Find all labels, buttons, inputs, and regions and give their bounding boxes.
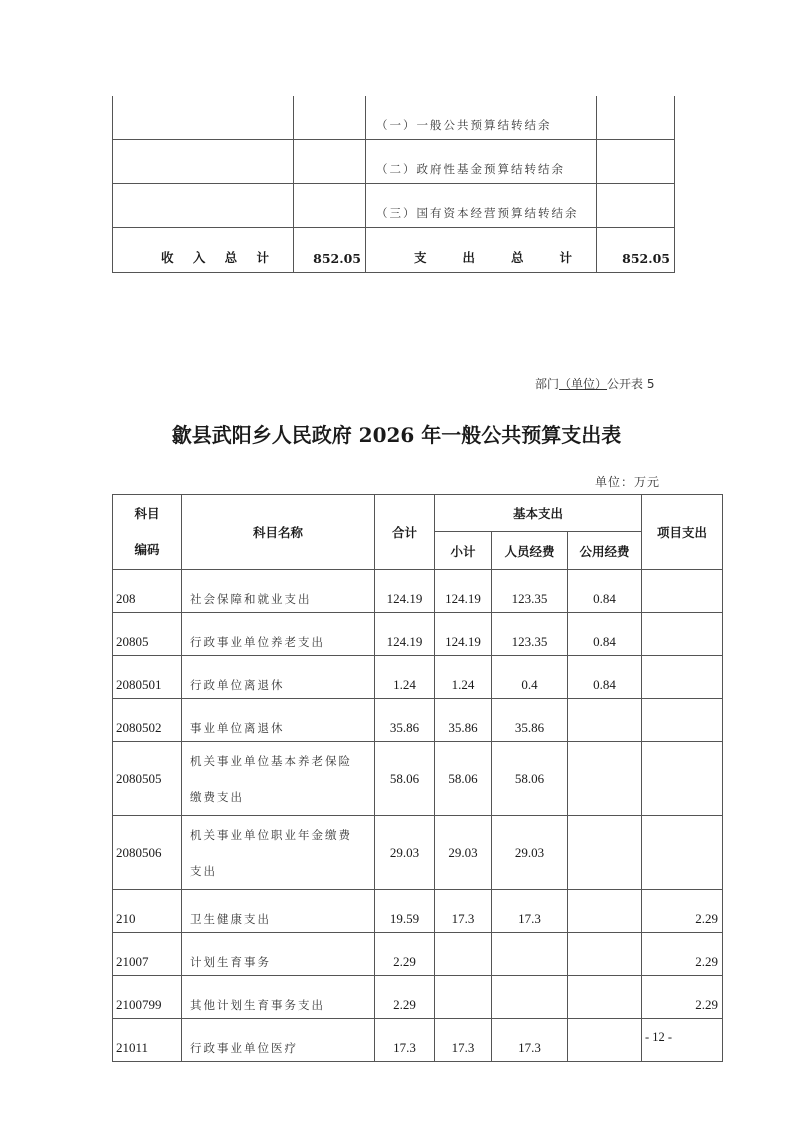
personnel-value: 58.06 — [492, 742, 568, 816]
income-item-cell — [113, 184, 294, 228]
project-value — [642, 613, 723, 656]
table-row — [113, 742, 723, 816]
header-total: 合计 — [375, 495, 435, 570]
table-body — [113, 570, 723, 1062]
subject-name-line: 事业单位离退休 — [190, 721, 285, 735]
public-value — [568, 933, 642, 976]
income-total-value: 852.05 — [294, 228, 366, 273]
public-value — [568, 890, 642, 933]
expense-item-label: （三）国有资本经营预算结转结余 — [366, 184, 597, 228]
header-code — [113, 495, 182, 570]
public-value: 0.84 — [568, 570, 642, 613]
income-item-cell — [113, 96, 294, 140]
income-total-char: 入 — [192, 250, 206, 265]
expense-item-label: （二）政府性基金预算结转结余 — [366, 140, 597, 184]
header-project-expenditure: 项目支出 — [642, 495, 723, 570]
table-row — [113, 656, 723, 699]
table-row — [113, 976, 723, 1019]
table-row — [113, 96, 675, 140]
subtotal-value: 17.3 — [435, 1019, 492, 1062]
subject-code: 2080506 — [113, 816, 182, 890]
table-row — [113, 1019, 723, 1062]
dept-code-suffix: 公开表 5 — [607, 377, 655, 391]
total-value: 17.3 — [375, 1019, 435, 1062]
table-row — [113, 890, 723, 933]
subject-name — [182, 1019, 375, 1062]
subject-name-line: 社会保障和就业支出 — [190, 592, 312, 606]
subject-name-line: 支出 — [190, 863, 217, 878]
public-value: 0.84 — [568, 656, 642, 699]
subject-code: 2080501 — [113, 656, 182, 699]
personnel-value: 35.86 — [492, 699, 568, 742]
total-value: 1.24 — [375, 656, 435, 699]
personnel-value: 123.35 — [492, 613, 568, 656]
total-value: 58.06 — [375, 742, 435, 816]
subject-name-line: 行政单位离退休 — [190, 678, 285, 692]
subject-name — [182, 699, 375, 742]
expense-total-char: 计 — [559, 250, 572, 265]
subject-name — [182, 933, 375, 976]
project-value: 2.29 — [642, 890, 723, 933]
total-value: 2.29 — [375, 933, 435, 976]
subtotal-value — [435, 976, 492, 1019]
project-value — [642, 656, 723, 699]
income-total-char: 总 — [224, 250, 238, 265]
unit-label: 单位：万元 — [595, 475, 661, 489]
public-value — [568, 1019, 642, 1062]
subject-code: 20805 — [113, 613, 182, 656]
personnel-value: 123.35 — [492, 570, 568, 613]
project-value — [642, 699, 723, 742]
subject-name — [182, 570, 375, 613]
personnel-value: 17.3 — [492, 890, 568, 933]
subject-name — [182, 816, 375, 890]
expense-total-value: 852.05 — [597, 228, 675, 273]
personnel-value: 17.3 — [492, 1019, 568, 1062]
subject-code: 2080505 — [113, 742, 182, 816]
subject-code: 21007 — [113, 933, 182, 976]
totals-row — [113, 228, 675, 273]
expense-amount-cell — [597, 184, 675, 228]
header-personnel: 人员经费 — [492, 532, 568, 570]
project-value: 2.29 — [642, 976, 723, 1019]
subject-code: 2080502 — [113, 699, 182, 742]
income-amount-cell — [294, 140, 366, 184]
page-number: - 12 - — [645, 1030, 673, 1044]
header-code-line2: 编码 — [134, 542, 160, 557]
income-expense-summary-table — [112, 96, 675, 273]
subject-name-line: 其他计划生育事务支出 — [190, 998, 325, 1012]
total-value: 2.29 — [375, 976, 435, 1019]
subject-name — [182, 890, 375, 933]
subject-code: 208 — [113, 570, 182, 613]
dept-code-underlined: （单位） — [559, 377, 608, 391]
personnel-value — [492, 976, 568, 1019]
header-basic-expenditure: 基本支出 — [435, 495, 642, 532]
subject-name-line: 缴费支出 — [190, 789, 244, 804]
income-item-cell — [113, 140, 294, 184]
public-value — [568, 699, 642, 742]
subtotal-value: 1.24 — [435, 656, 492, 699]
department-table-code — [535, 375, 654, 392]
header-public: 公用经费 — [568, 532, 642, 570]
subtotal-value: 124.19 — [435, 570, 492, 613]
table-row — [113, 933, 723, 976]
subject-name-line: 行政事业单位养老支出 — [190, 635, 325, 649]
subject-name — [182, 742, 375, 816]
subtotal-value: 35.86 — [435, 699, 492, 742]
expense-amount-cell — [597, 96, 675, 140]
subject-name-line: 机关事业单位基本养老保险 — [190, 753, 352, 768]
subject-name — [182, 656, 375, 699]
total-value: 35.86 — [375, 699, 435, 742]
personnel-value: 29.03 — [492, 816, 568, 890]
project-value — [642, 570, 723, 613]
project-value: 2.29 — [642, 933, 723, 976]
subject-name-line: 机关事业单位职业年金缴费 — [190, 827, 352, 842]
subtotal-value — [435, 933, 492, 976]
project-value — [642, 742, 723, 816]
table-row — [113, 816, 723, 890]
table-row — [113, 140, 675, 184]
income-amount-cell — [294, 96, 366, 140]
income-total-char: 收 — [161, 250, 174, 265]
general-budget-expenditure-table — [112, 494, 723, 1062]
expense-total-label — [366, 228, 597, 273]
header-code-line1: 科目 — [134, 506, 160, 521]
subject-name-line: 行政事业单位医疗 — [190, 1041, 298, 1055]
public-value: 0.84 — [568, 613, 642, 656]
header-row — [113, 495, 723, 532]
income-total-label — [113, 228, 294, 273]
total-value: 29.03 — [375, 816, 435, 890]
total-value: 19.59 — [375, 890, 435, 933]
subject-name-line: 计划生育事务 — [190, 955, 271, 969]
dept-code-prefix: 部门 — [535, 377, 560, 391]
total-value: 124.19 — [375, 570, 435, 613]
table-row — [113, 613, 723, 656]
expense-amount-cell — [597, 140, 675, 184]
page-title: 歙县武阳乡人民政府 2026 年一般公共预算支出表 — [171, 423, 622, 447]
expense-total-char: 支 — [414, 250, 427, 265]
subject-name — [182, 613, 375, 656]
income-total-char: 计 — [256, 250, 269, 265]
subject-code: 2100799 — [113, 976, 182, 1019]
table-row — [113, 699, 723, 742]
table-row — [113, 184, 675, 228]
expense-total-char: 总 — [510, 250, 524, 265]
public-value — [568, 742, 642, 816]
expense-item-label: （一）一般公共预算结转结余 — [366, 96, 597, 140]
income-amount-cell — [294, 184, 366, 228]
subject-code: 21011 — [113, 1019, 182, 1062]
subject-code: 210 — [113, 890, 182, 933]
header-subtotal: 小计 — [435, 532, 492, 570]
table-row — [113, 570, 723, 613]
personnel-value — [492, 933, 568, 976]
subtotal-value: 17.3 — [435, 890, 492, 933]
subtotal-value: 124.19 — [435, 613, 492, 656]
subject-name — [182, 976, 375, 1019]
subtotal-value: 29.03 — [435, 816, 492, 890]
project-value — [642, 816, 723, 890]
public-value — [568, 976, 642, 1019]
subtotal-value: 58.06 — [435, 742, 492, 816]
public-value — [568, 816, 642, 890]
personnel-value: 0.4 — [492, 656, 568, 699]
total-value: 124.19 — [375, 613, 435, 656]
expense-total-char: 出 — [462, 250, 475, 265]
header-name: 科目名称 — [182, 495, 375, 570]
subject-name-line: 卫生健康支出 — [190, 912, 271, 926]
